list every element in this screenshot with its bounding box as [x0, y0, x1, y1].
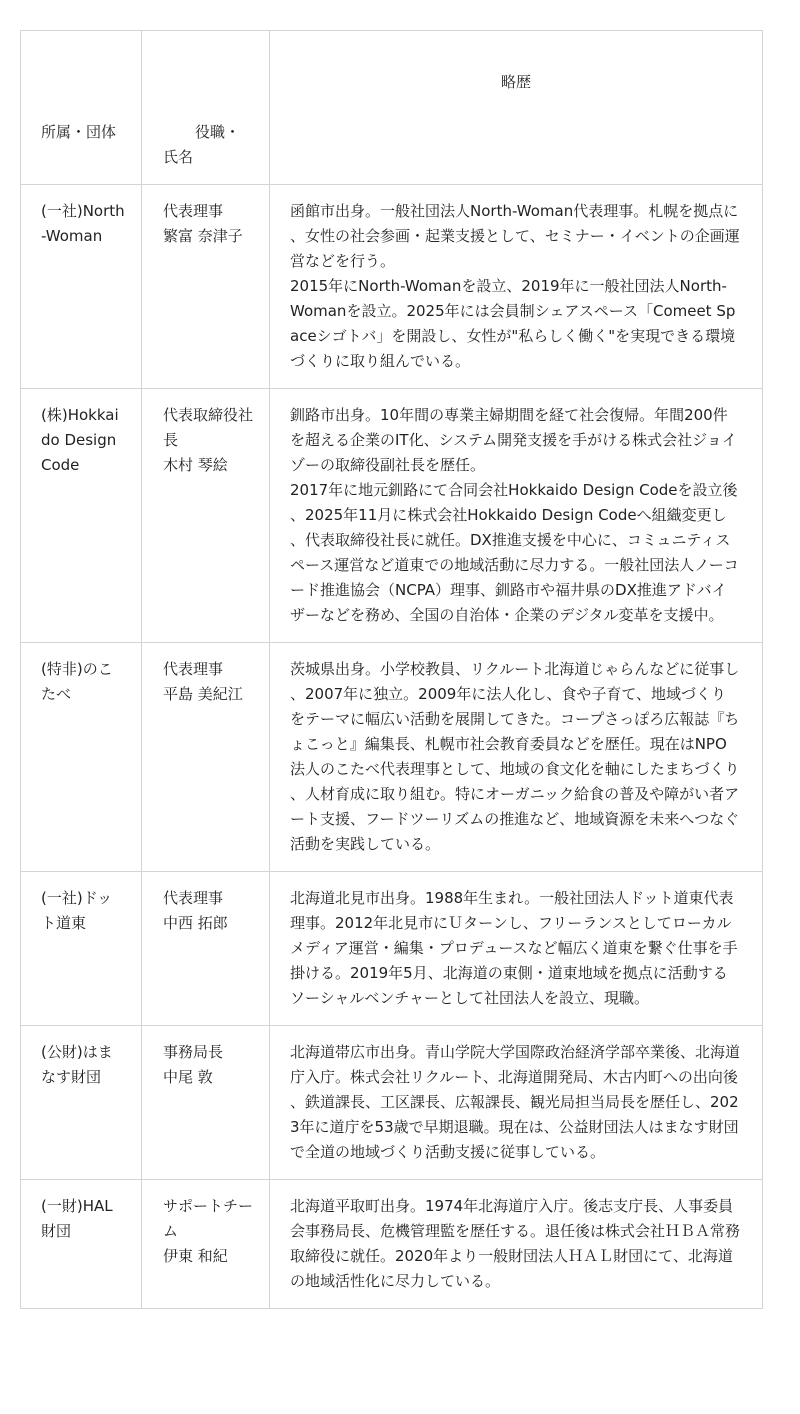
header-role-cell	[142, 31, 270, 185]
header-role-line1: 役職・	[195, 123, 241, 141]
header-role-line2: 氏名	[163, 148, 194, 166]
header-bio-cell	[270, 31, 763, 185]
bio-cell	[270, 1180, 763, 1309]
role-title: 代表取締役社長	[163, 406, 254, 449]
bio-paragraph: 北海道北見市出身。1988年生まれ。一般社団法人ドット道東代表理事。2012年北見市にＵターンし、フリーランスとしてローカルメディア運営・編集・プロデュースなど幅広く道東を繋ぐ仕事を手掛ける。2019年5月、北海道の東側・道東地域を拠点に活動するソーシャルベンチャーとして社団法人を設立、現職。	[290, 889, 738, 1007]
person-name: 中西 拓郎	[163, 914, 228, 932]
role-cell	[142, 872, 270, 1026]
header-role	[163, 120, 249, 170]
role-cell	[142, 643, 270, 872]
role-cell	[142, 389, 270, 643]
role-title: 代表理事	[163, 889, 224, 907]
org-cell: (公財)はまなす財団	[21, 1026, 142, 1180]
bio-paragraph: 函館市出身。一般社団法人North-Woman代表理事。札幌を拠点に、女性の社会参画・起業支援として、セミナー・イベントの企画運営などを行う。	[290, 202, 740, 270]
org-cell: (一社)North-Woman	[21, 185, 142, 389]
role-title: 代表理事	[163, 202, 224, 220]
table-row	[21, 872, 763, 1026]
table-row	[21, 1026, 763, 1180]
org-cell: (一財)HAL財団	[21, 1180, 142, 1309]
role-title: 事務局長	[163, 1043, 224, 1061]
table-row	[21, 389, 763, 643]
bio-cell	[270, 872, 763, 1026]
role-cell	[142, 1180, 270, 1309]
header-org: 所属・団体	[41, 123, 117, 141]
person-name: 木村 琴絵	[163, 456, 228, 474]
bio-cell	[270, 1026, 763, 1180]
header-org-cell	[21, 31, 142, 185]
profile-table	[20, 30, 763, 1309]
table-row	[21, 643, 763, 872]
bio-paragraph: 2015年にNorth-Womanを設立、2019年に一般社団法人North-Womanを設立。2025年には会員制シェアスペース「Comeet Spaceシゴトバ」を開設し、女性が"私らしく働く"を実現できる環境づくりに取り組んでいる。	[290, 277, 736, 370]
header-bio: 略歴	[500, 73, 531, 91]
org-cell: (一社)ドット道東	[21, 872, 142, 1026]
person-name: 繁富 奈津子	[163, 227, 243, 245]
person-name: 平島 美紀江	[163, 685, 243, 703]
bio-paragraph: 2017年に地元釧路にて合同会社Hokkaido Design Codeを設立後、2025年11月に株式会社Hokkaido Design Codeへ組織変更し、代表取締役社長に就任。DX推進支援を中心に、コミュニティスペース運営など道東での地域活動に尽力する。一般社団法人ノーコード推進協会（NCPA）理事、釧路市や福井県のDX推進アドバイザーなどを務め、全国の自治体・企業のデジタル変革を支援中。	[290, 481, 739, 624]
bio-paragraph: 北海道帯広市出身。青山学院大学国際政治経済学部卒業後、北海道庁入庁。株式会社リクルート、北海道開発局、木古内町への出向後、鉄道課長、工区課長、広報課長、観光局担当局長を歴任し、2023年に道庁を53歳で早期退職。現在は、公益財団法人はまなす財団で全道の地域づくり活動支援に従事している。	[290, 1043, 741, 1161]
role-cell	[142, 1026, 270, 1180]
bio-cell	[270, 643, 763, 872]
person-name: 伊東 和紀	[163, 1247, 228, 1265]
bio-paragraph: 茨城県出身。小学校教員、リクルート北海道じゃらんなどに従事し、2007年に独立。2009年に法人化し、食や子育て、地域づくりをテーマに幅広い活動を展開してきた。コープさっぽろ広報誌『ちょこっと』編集長、札幌市社会教育委員などを歴任。現在はNPO法人のこたべ代表理事として、地域の食文化を軸にしたまちづくり、人材育成に取り組む。特にオーガニック給食の普及や障がい者アート支援、フードツーリズムの推進など、地域資源を未来へつなぐ活動を実践している。	[290, 660, 740, 853]
org-cell: (株)Hokkaido Design Code	[21, 389, 142, 643]
person-name: 中尾 敦	[163, 1068, 213, 1086]
role-title: サポートチーム	[163, 1197, 254, 1240]
role-title: 代表理事	[163, 660, 224, 678]
role-cell	[142, 185, 270, 389]
bio-paragraph: 釧路市出身。10年間の専業主婦期間を経て社会復帰。年間200件を超える企業のIT化、システム開発支援を手がける株式会社ジョイゾーの取締役副社長を歴任。	[290, 406, 737, 474]
table-row	[21, 185, 763, 389]
org-cell: (特非)のこたべ	[21, 643, 142, 872]
header-row	[21, 31, 763, 185]
table-row	[21, 1180, 763, 1309]
bio-cell	[270, 185, 763, 389]
bio-cell	[270, 389, 763, 643]
bio-paragraph: 北海道平取町出身。1974年北海道庁入庁。後志支庁長、人事委員会事務局長、危機管理監を歴任する。退任後は株式会社ＨＢＡ常務取締役に就任。2020年より一般財団法人ＨＡＬ財団にて、北海道の地域活性化に尽力している。	[290, 1197, 741, 1290]
